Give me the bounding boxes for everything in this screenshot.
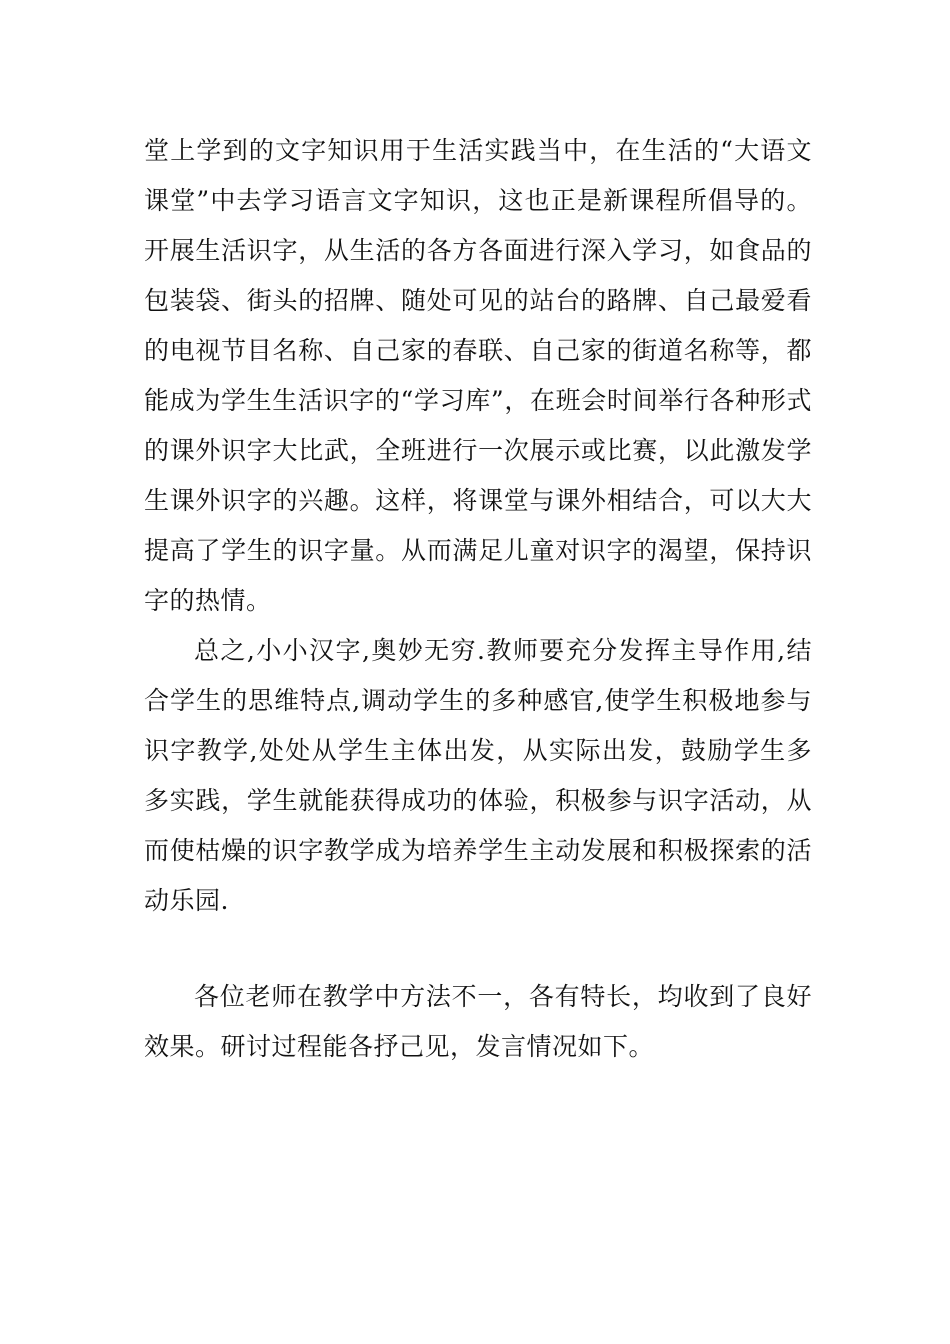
body-text-block [144,126,812,926]
body-text-block-second [144,972,812,1072]
paragraph-continued: 堂上学到的文字知识用于生活实践当中，在生活的“大语文课堂”中去学习语言文字知识，这也正是新课程所倡导的。开展生活识字，从生活的各方各面进行深入学习，如食品的包装袋、街头的招牌、随处可见的站台的路牌、自己最爱看的电视节目名称、自己家的春联、自己家的街道名称等，都能成为学生生活识字的“学习库”，在班会时间举行各种形式的课外识字大比武，全班进行一次展示或比赛，以此激发学生课外识字的兴趣。这样，将课堂与课外相结合，可以大大提高了学生的识字量。从而满足儿童对识字的渴望，保持识字的热情。 [144,136,812,615]
paragraph-summary: 各位老师在教学中方法不一，各有特长，均收到了良好效果。研讨过程能各抒己见，发言情况如下。 [144,982,812,1061]
paragraph-conclusion: 总之,小小汉字,奥妙无穷.教师要充分发挥主导作用,结合学生的思维特点,调动学生的多种感官,使学生积极地参与识字教学,处处从学生主体出发，从实际出发，鼓励学生多多实践，学生就能获得成功的体验，积极参与识字活动，从而使枯燥的识字教学成为培养学生主动发展和积极探索的活动乐园. [144,636,812,915]
